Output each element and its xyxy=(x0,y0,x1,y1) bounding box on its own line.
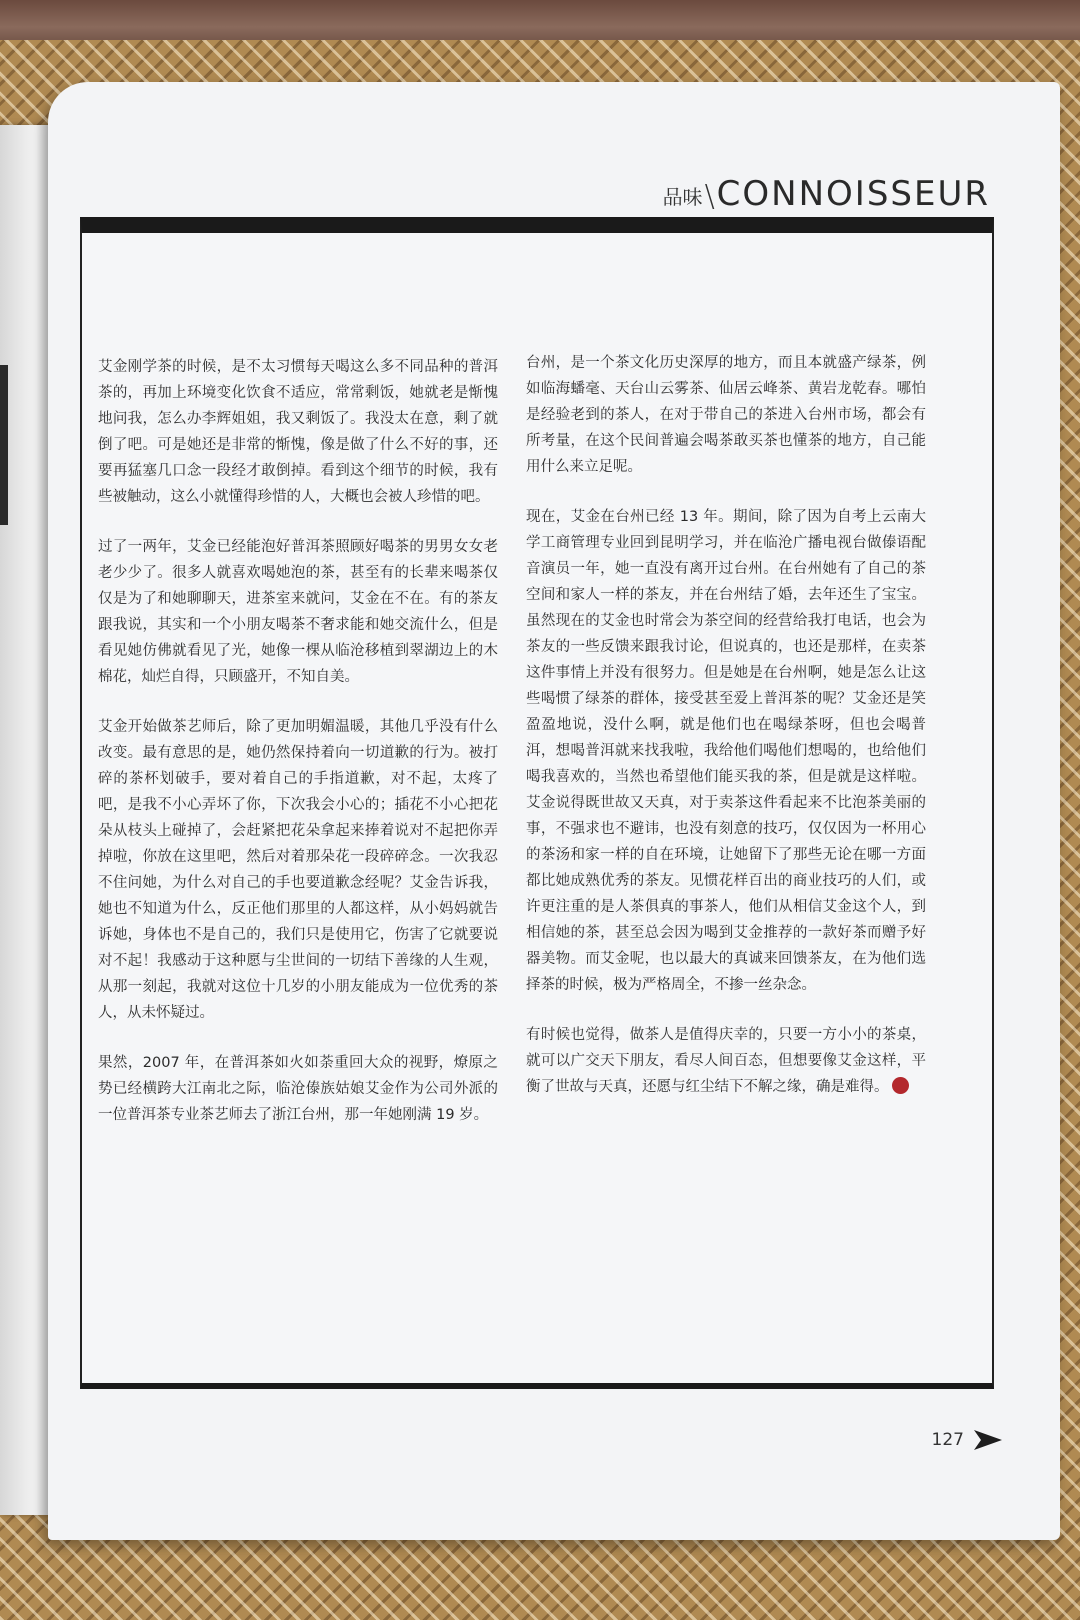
paragraph: 艾金刚学茶的时候，是不太习惯每天喝这么多不同品种的普洱茶的，再加上环境变化饮食不适应，常常剩饭，她就老是惭愧地问我，怎么办李辉姐姐，我又剩饭了。我没太在意，剩了就倒了吧。可是她还是非常的惭愧，像是做了什么不好的事，还要再猛塞几口念一段经才敢倒掉。看到这个细节的时候，我有些被触动，这么小就懂得珍惜的人，大概也会被人珍惜的吧。 xyxy=(98,359,498,505)
paragraph-last xyxy=(526,1022,926,1100)
page-number: 127 xyxy=(931,1430,964,1450)
arrow-right-icon xyxy=(974,1430,1002,1450)
page-footer xyxy=(932,1430,1002,1450)
paragraph-text: 有时候也觉得，做茶人是值得庆幸的，只要一方小小的茶桌，就可以广交天下朋友，看尽人间百态，但想要像艾金这样，平衡了世故与天真，还愿与红尘结下不解之缘，确是难得。 xyxy=(526,1027,926,1095)
section-title-en: CONNOISSEUR xyxy=(716,174,990,214)
paragraph: 现在，艾金在台州已经 13 年。期间，除了因为自考上云南大学工商管理专业回到昆明学习，并在临沧广播电视台做傣语配音演员一年，她一直没有离开过台州。在台州她有了自己的茶空间和家人一样的茶友，并在台州结了婚，去年还生了宝宝。虽然现在的艾金也时常会为茶空间的经营给我打电话，也会为茶友的一些反馈来跟我讨论，但说真的，也还是那样，在卖茶这件事情上并没有很努力。但是她是在台州啊，她是怎么让这些喝惯了绿茶的群体，接受甚至爱上普洱茶的呢？艾金还是笑盈盈地说，没什么啊，就是他们也在喝绿茶呀，但也会喝普洱，想喝普洱就来找我啦，我给他们喝他们想喝的，也给他们喝我喜欢的，当然也希望他们能买我的茶，但是就是这样啦。艾金说得既世故又天真，对于卖茶这件看起来不比泡茶美丽的事，不强求也不避讳，也没有刻意的技巧，仅仅因为一杯用心的茶汤和家一样的自在环境，让她留下了那些无论在哪一方面都比她成熟优秀的茶友。见惯花样百出的商业技巧的人们，或许更注重的是人茶俱真的事茶人，他们从相信艾金这个人，到相信她的茶，甚至总会因为喝到艾金推荐的一款好茶而赠予好器美物。而艾金呢，也以最大的真诚来回馈茶友，在为他们选择茶的时候，极为严格周全，不掺一丝杂念。 xyxy=(526,509,926,993)
section-title-cn: 品味 xyxy=(662,185,703,209)
paragraph: 台州，是一个茶文化历史深厚的地方，而且本就盛产绿茶，例如临海蟠毫、天台山云雾茶、仙居云峰茶、黄岩龙乾春。哪怕是经验老到的茶人，在对于带自己的茶进入台州市场，都会有所考量，在这个民间普遍会喝茶敢买茶也懂茶的地方，自己能用什么来立足呢。 xyxy=(526,355,926,475)
paragraph: 艾金开始做茶艺师后，除了更加明媚温暖，其他几乎没有什么改变。最有意思的是，她仍然保持着向一切道歉的行为。被打碎的茶杯划破手，要对着自己的手指道歉，对不起，太疼了吧，是我不小心弄坏了你，下次我会小心的；插花不小心把花朵从枝头上碰掉了，会赶紧把花朵拿起来捧着说对不起把你弄掉啦，你放在这里吧，然后对着那朵花一段碎碎念。一次我忍不住问她，为什么对自己的手也要道歉念经呢？艾金告诉我，她也不知道为什么，反正他们那里的人都这样，从小妈妈就告诉她，身体也不是自己的，我们只是使用它，伤害了它就要说对不起！我感动于这种愿与尘世间的一切结下善缘的人生观，从那一刻起，我就对这位十几岁的小朋友能成为一位优秀的茶人，从未怀疑过。 xyxy=(98,719,498,1021)
right-column xyxy=(526,350,926,1124)
magazine-page xyxy=(48,82,1060,1540)
left-column xyxy=(98,354,498,1152)
end-mark-icon xyxy=(892,1077,909,1094)
left-page-rule xyxy=(0,365,8,525)
paragraph: 过了一两年，艾金已经能泡好普洱茶照顾好喝茶的男男女女老老少少了。很多人就喜欢喝她泡的茶，甚至有的长辈来喝茶仅仅是为了和她聊聊天，进茶室来就问，艾金在不在。有的茶友跟我说，其实和一个小朋友喝茶不奢求能和她交流什么，但是看见她仿佛就看见了光，她像一棵从临沧移植到翠湖边上的木棉花，灿烂自得，只顾盛开，不知自美。 xyxy=(98,539,498,685)
section-header xyxy=(663,174,990,214)
section-separator: \ xyxy=(704,179,715,214)
paragraph: 果然，2007 年，在普洱茶如火如荼重回大众的视野，燎原之势已经横跨大江南北之际，临沧傣族姑娘艾金作为公司外派的一位普洱茶专业茶艺师去了浙江台州，那一年她刚满 19 岁。 xyxy=(98,1055,498,1123)
